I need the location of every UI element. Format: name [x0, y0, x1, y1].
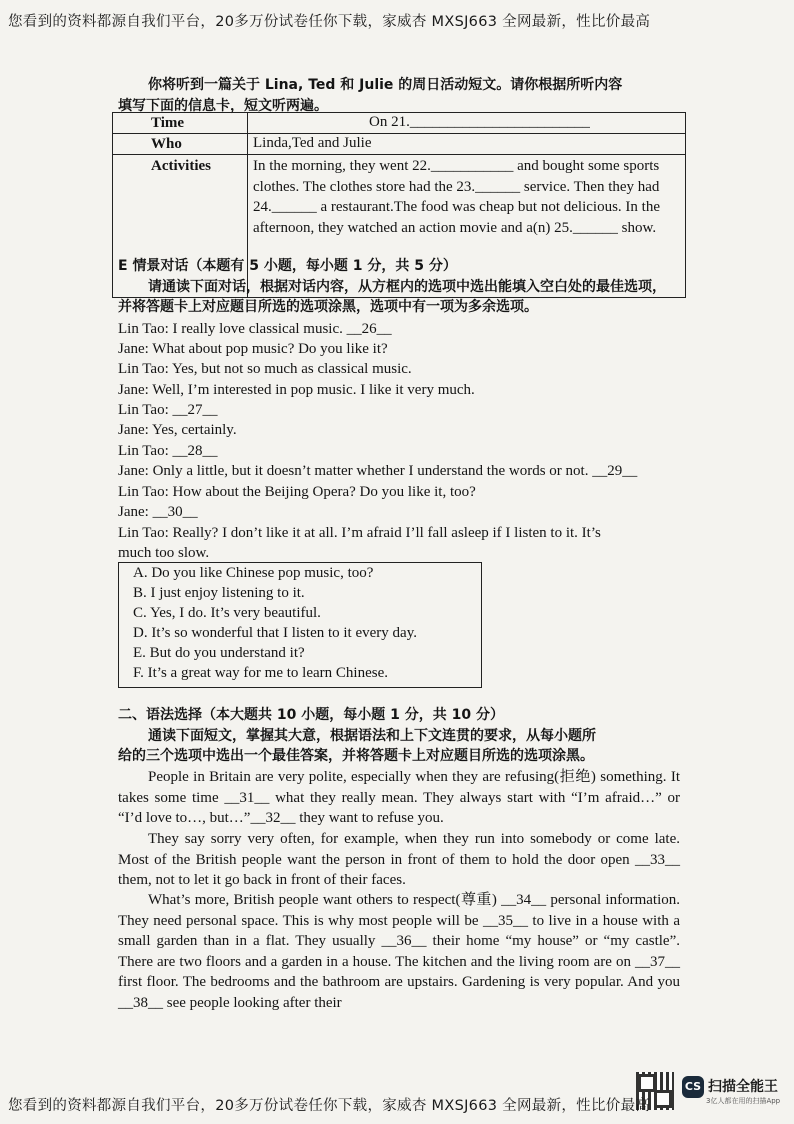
option-a: A. Do you like Chinese pop music, too?	[133, 565, 374, 581]
scanned-page	[0, 40, 794, 1060]
passage-paragraph-3: What’s more, British people want others to respect(尊重) __34__ personal information. They need personal space. This is why most people will be __35__ to live in a house with a small garden than in a flat. They usually __36__ their home “my house” or “my castle”. There are two floors and a garden in a house. The kitchen and the living room are on __37__ first floor. The bedrooms and the bathroom are upstairs. Gardening is very popular. And you __38__ see people looking after their	[118, 892, 680, 1011]
option-f: F. It’s a great way for me to learn Chinese.	[133, 665, 388, 681]
table-row-time	[113, 113, 685, 134]
section-e-instruction-line2: 并将答题卡上对应题目所选的选项涂黑，选项中有一项为多余选项。	[118, 299, 538, 315]
listening-intro-line1: 你将听到一篇关于 Lina, Ted 和 Julie 的周日活动短文。请你根据所听内容	[148, 77, 623, 93]
time-label: Time	[151, 115, 185, 131]
banner-bottom: 您看到的资料都源自我们平台，20多万份试卷任你下载，家威杏 MXSJ663 全网最新，性比价最高	[8, 1098, 651, 1114]
dialogue-line: Jane: Yes, certainly.	[118, 422, 237, 438]
scanner-app-name: 扫描全能王	[708, 1079, 778, 1095]
passage-paragraph-2: They say sorry very often, for example, when they run into somebody or come late. Most of the British people want the person in front of them to hold the door open __33__ them, not to let it go back in front of their faces.	[118, 831, 680, 889]
section-2-heading: 二、语法选择（本大题共 10 小题，每小题 1 分，共 10 分）	[118, 707, 504, 723]
listening-intro-line2: 填写下面的信息卡，短文听两遍。	[118, 98, 328, 114]
option-d: D. It’s so wonderful that I listen to it every day.	[133, 625, 417, 641]
who-value: Linda,Ted and Julie	[253, 135, 372, 151]
dialogue-line: Lin Tao: __28__	[118, 443, 218, 459]
option-c: C. Yes, I do. It’s very beautiful.	[133, 605, 321, 621]
dialogue-line: Jane: Only a little, but it doesn’t matter whether I understand the words or not. __29__	[118, 463, 638, 479]
activities-label: Activities	[151, 158, 211, 174]
dialogue-line: Lin Tao: How about the Beijing Opera? Do you like it, too?	[118, 484, 476, 500]
dialogue-line: Jane: What about pop music? Do you like it?	[118, 341, 388, 357]
dialogue-line: Jane: __30__	[118, 504, 198, 520]
banner-top: 您看到的资料都源自我们平台，20多万份试卷任你下载，家威杏 MXSJ663 全网最新，性比价最高	[8, 14, 651, 30]
option-e: E. But do you understand it?	[133, 645, 305, 661]
section-e-heading: E 情景对话（本题有 5 小题，每小题 1 分，共 5 分）	[118, 258, 457, 274]
who-label: Who	[151, 136, 182, 152]
table-row-who	[113, 134, 685, 155]
scanner-tagline: 3亿人都在用的扫描App	[706, 1097, 781, 1105]
dialogue-line: Lin Tao: Really? I don’t like it at all. I’m afraid I’ll fall asleep if I listen to it. It’s	[118, 525, 601, 541]
options-box	[118, 562, 482, 688]
option-b: B. I just enjoy listening to it.	[133, 585, 305, 601]
dialogue-line: Lin Tao: I really love classical music. __26__	[118, 321, 392, 337]
time-value: On 21.________________________	[369, 114, 590, 130]
dialogue-line: Lin Tao: Yes, but not so much as classical music.	[118, 361, 412, 377]
section-e-instruction-line1: 请通读下面对话，根据对话内容，从方框内的选项中选出能填入空白处的最佳选项，	[148, 279, 666, 295]
activities-text: In the morning, they went 22.___________ and bought some sports clothes. The clothes store had the 23.______ service. Then they had 24.______ a restaurant.The food was cheap but not delicious. In the afternoon, they watched an action movie and a(n) 25.______ show.	[253, 158, 660, 236]
camscanner-logo-icon: CS	[682, 1076, 704, 1098]
section-2-instruction-line2: 给的三个选项中选出一个最佳答案，并将答题卡上对应题目所选的选项涂黑。	[118, 748, 594, 764]
dialogue-line: much too slow.	[118, 545, 210, 561]
dialogue-line: Jane: Well, I’m interested in pop music. I like it very much.	[118, 382, 475, 398]
passage-paragraph-1: People in Britain are very polite, especially when they are refusing(拒绝) something. It takes some time __31__ what they really mean. They always start with “I’m afraid…” or “I’d love to…, but…”__32__ they want to refuse you.	[118, 769, 680, 827]
dialogue-line: Lin Tao: __27__	[118, 402, 218, 418]
section-2-instruction-line1: 通读下面短文，掌握其大意，根据语法和上下文连贯的要求，从每小题所	[148, 728, 596, 744]
